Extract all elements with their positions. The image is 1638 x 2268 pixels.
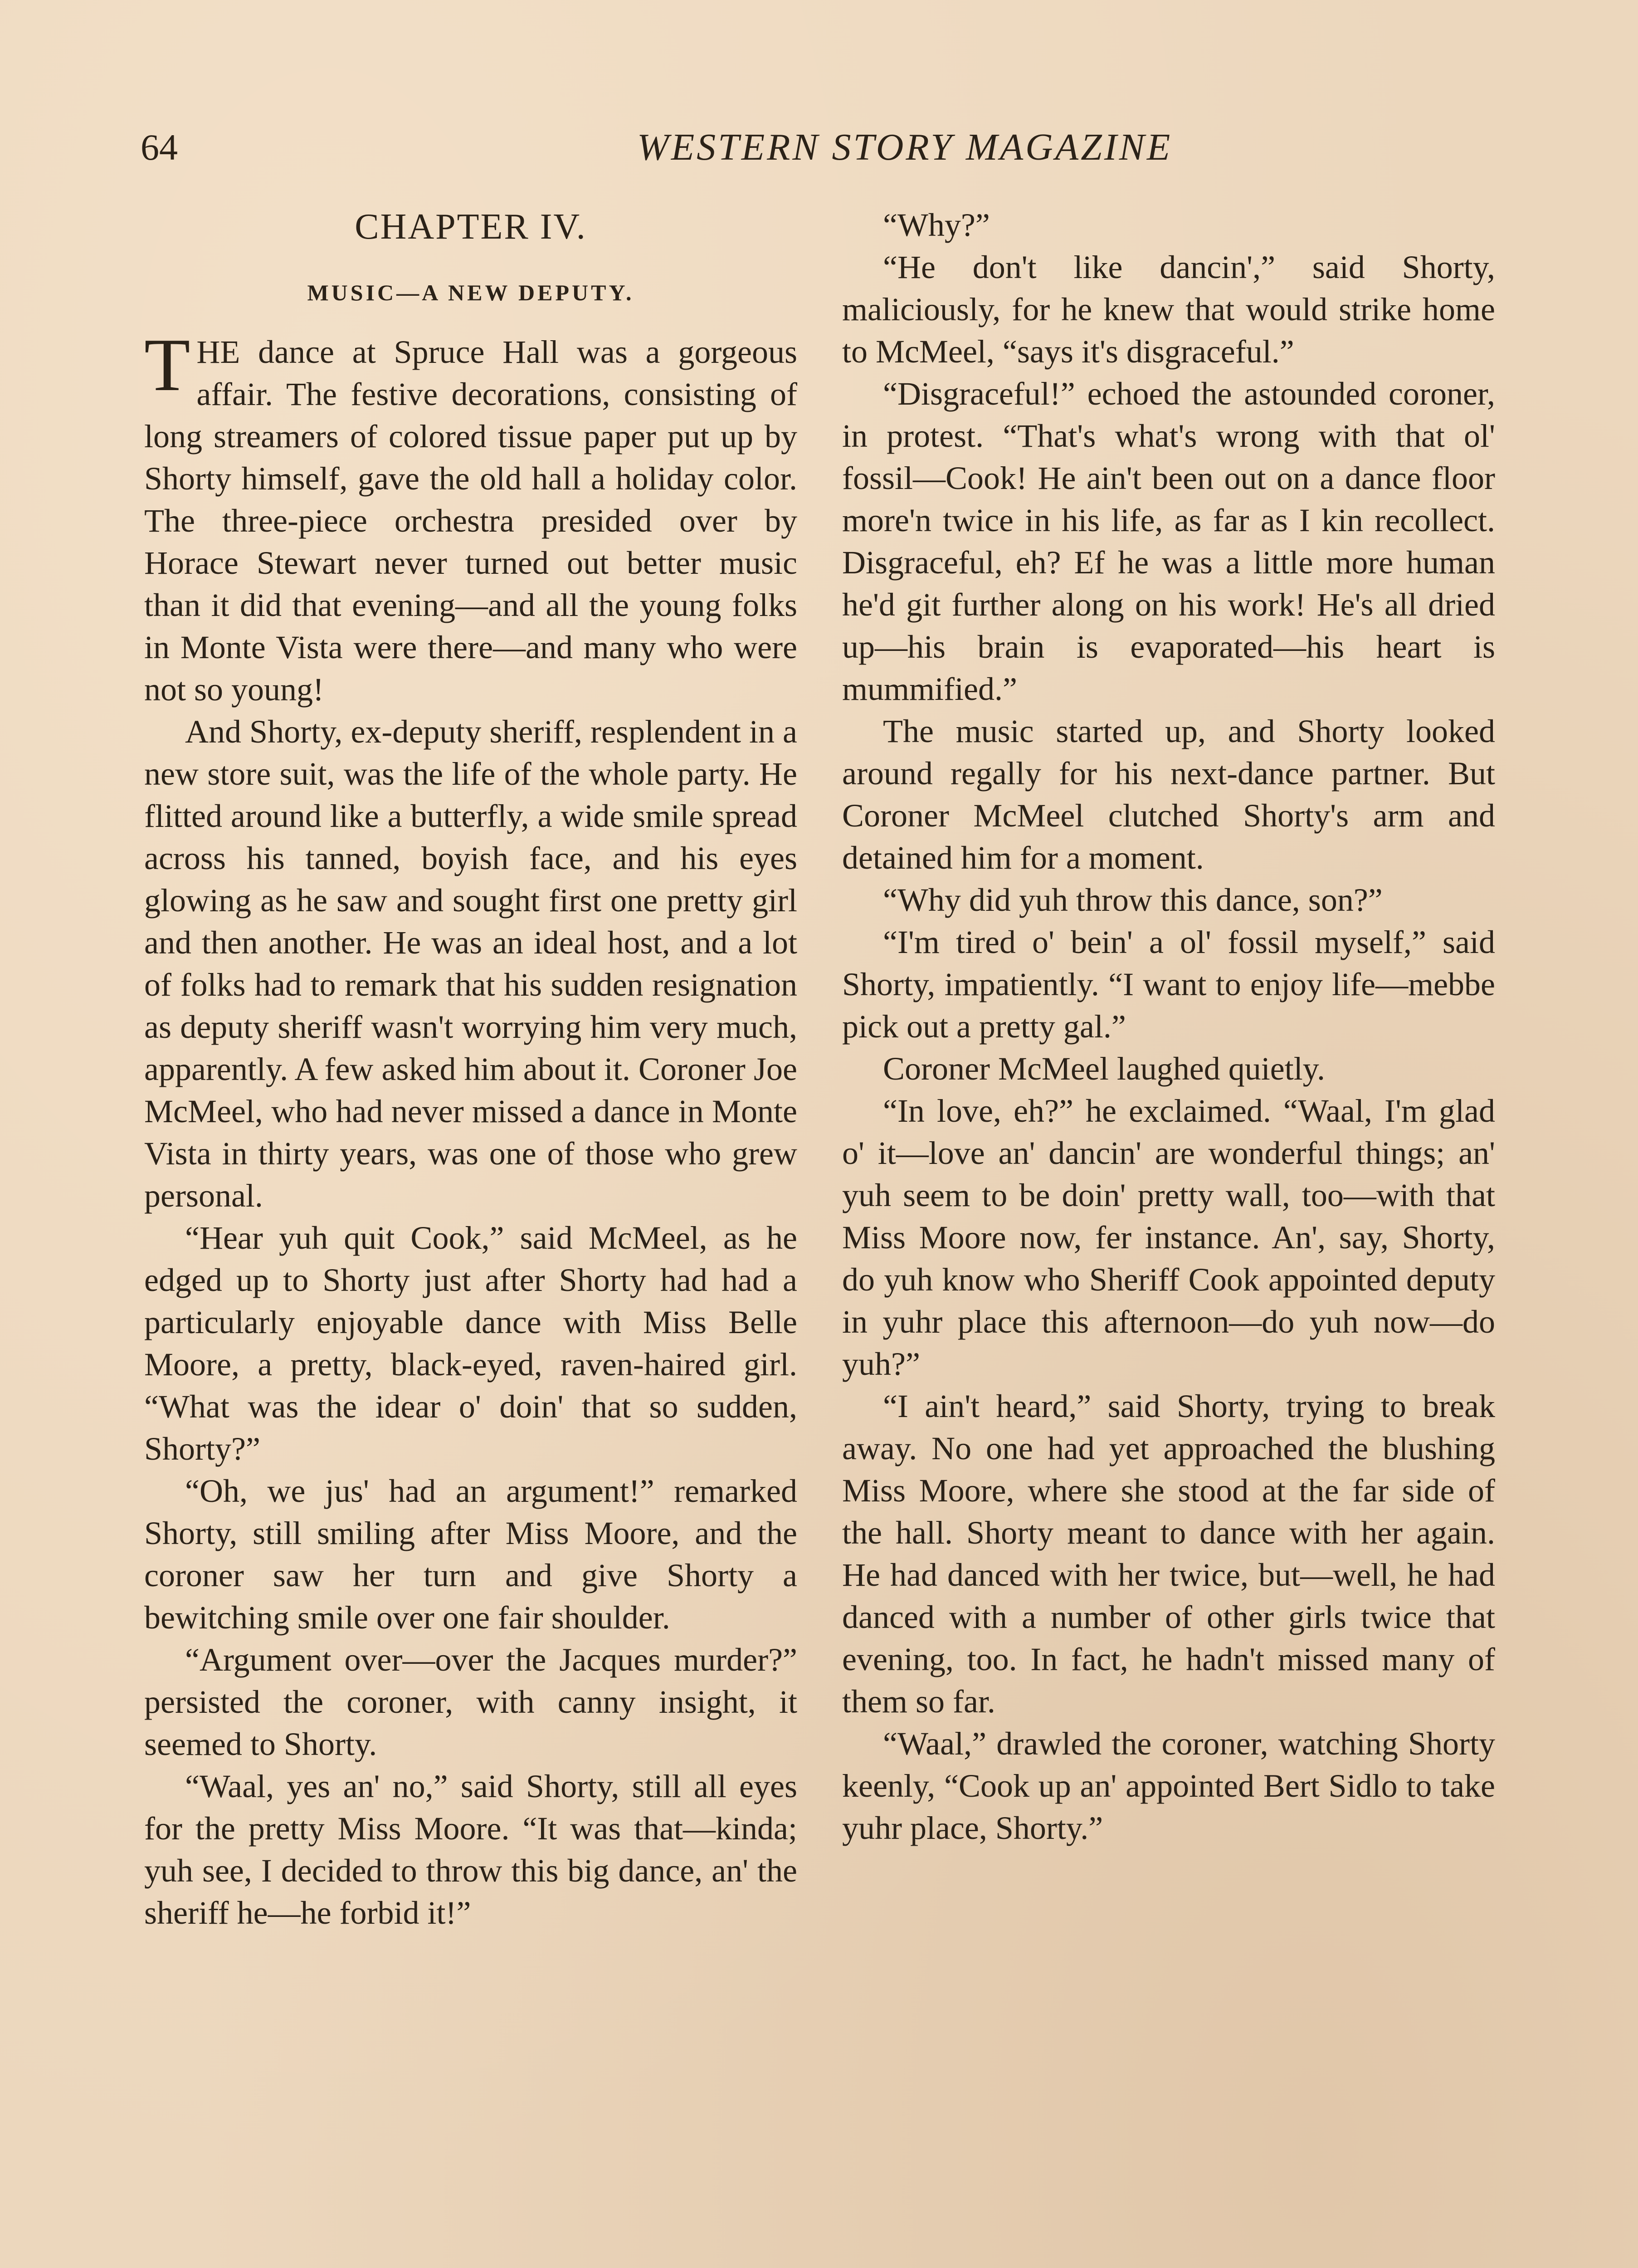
left-column	[144, 204, 797, 1934]
chapter-subtitle: MUSIC—A NEW DEPUTY.	[307, 280, 634, 305]
paragraph: “Argument over—over the Jacques murder?” persisted the coroner, with canny insight, it seemed to Shorty.	[144, 1642, 797, 1762]
paragraph: “In love, eh?” he exclaimed. “Waal, I'm glad o' it—love an' dancin' are wonderful things; an' yuh seem to be doin' pretty wall, too—with that Miss Moore now, fer instance. An', say, Shorty, do yuh know who Sheriff Cook appointed deputy in yuhr place this afternoon—do yuh now—do yuh?”	[842, 1093, 1495, 1382]
paragraph: “Hear yuh quit Cook,” said McMeel, as he edged up to Shorty just after Shorty had had a particularly enjoyable dance with Miss Belle Moore, a pretty, black-eyed, raven-haired girl. “What was the idear o' doin' that so sudden, Shorty?”	[144, 1220, 797, 1467]
paragraph: “Why?”	[883, 207, 990, 243]
paragraph: The music started up, and Shorty looked around regally for his next-dance partner. But Coroner McMeel clutched Shorty's arm and detained him for a moment.	[842, 713, 1495, 876]
paragraph: “I'm tired o' bein' a ol' fossil myself,” said Shorty, impatiently. “I want to enjoy life—mebbe pick out a pretty gal.”	[842, 924, 1495, 1045]
paragraph: “Waal,” drawled the coroner, watching Shorty keenly, “Cook up an' appointed Bert Sidlo to take yuhr place, Shorty.”	[842, 1725, 1495, 1846]
paragraph: “He don't like dancin',” said Shorty, maliciously, for he knew that would strike home to McMeel, “says it's disgraceful.”	[842, 249, 1495, 370]
paragraph	[144, 323, 797, 711]
paragraph: “Why did yuh throw this dance, son?”	[883, 882, 1383, 918]
paragraph: Coroner McMeel laughed quietly.	[883, 1051, 1326, 1087]
right-column	[842, 204, 1495, 1849]
page-header	[141, 122, 1497, 181]
paragraph: “Disgraceful!” echoed the astounded coroner, in protest. “That's what's wrong with that ol' fossil—Cook! He ain't been out on a dance floor more'n twice in his life, as far as I kin recollect. Disgraceful, eh? Ef he was a little more human he'd git further along on his work! He's all dried up—his brain is evaporated—his heart is mummified.”	[842, 376, 1495, 707]
paragraph: “Waal, yes an' no,” said Shorty, still all eyes for the pretty Miss Moore. “It was that—kinda; yuh see, I decided to throw this big dance, an' the sheriff he—he forbid it!”	[144, 1768, 797, 1931]
paragraph-text: HE dance at Spruce Hall was a gorgeous affair. The festive decorations, consisting of long streamers of colored tissue paper put up by Shorty himself, gave the old hall a holiday color. The three-piece orchestra presided over by Horace Stewart never turned out better music than it did that evening—and all the young folks in Monte Vista were there—and many who were not so young!	[144, 334, 797, 708]
page-number: 64	[141, 127, 178, 168]
paragraph: “I ain't heard,” said Shorty, trying to break away. No one had yet approached the blushing Miss Moore, where she stood at the far side of the hall. Shorty meant to dance with her again. He had danced with her twice, but—well, he had danced with a number of other girls twice that evening, too. In fact, he hadn't missed many of them so far.	[842, 1388, 1495, 1720]
paragraph: “Oh, we jus' had an argument!” remarked Shorty, still smiling after Miss Moore, and the coroner saw her turn and give Shorty a bewitching smile over one fair shoulder.	[144, 1473, 797, 1636]
chapter-title: CHAPTER IV.	[355, 207, 587, 247]
paragraph: And Shorty, ex-deputy sheriff, resplendent in a new store suit, was the life of the whole party. He flitted around like a butterfly, a wide smile spread across his tanned, boyish face, and his eyes glowing as he saw and sought first one pretty girl and then another. He was an ideal host, and a lot of folks had to remark that his sudden resignation as deputy sheriff wasn't worrying him very much, apparently. A few asked him about it. Coroner Joe McMeel, who had never missed a dance in Monte Vista in thirty years, was one of those who grew personal.	[144, 714, 797, 1214]
running-head: WESTERN STORY MAGAZINE	[637, 126, 1173, 168]
drop-cap: T	[144, 323, 190, 406]
